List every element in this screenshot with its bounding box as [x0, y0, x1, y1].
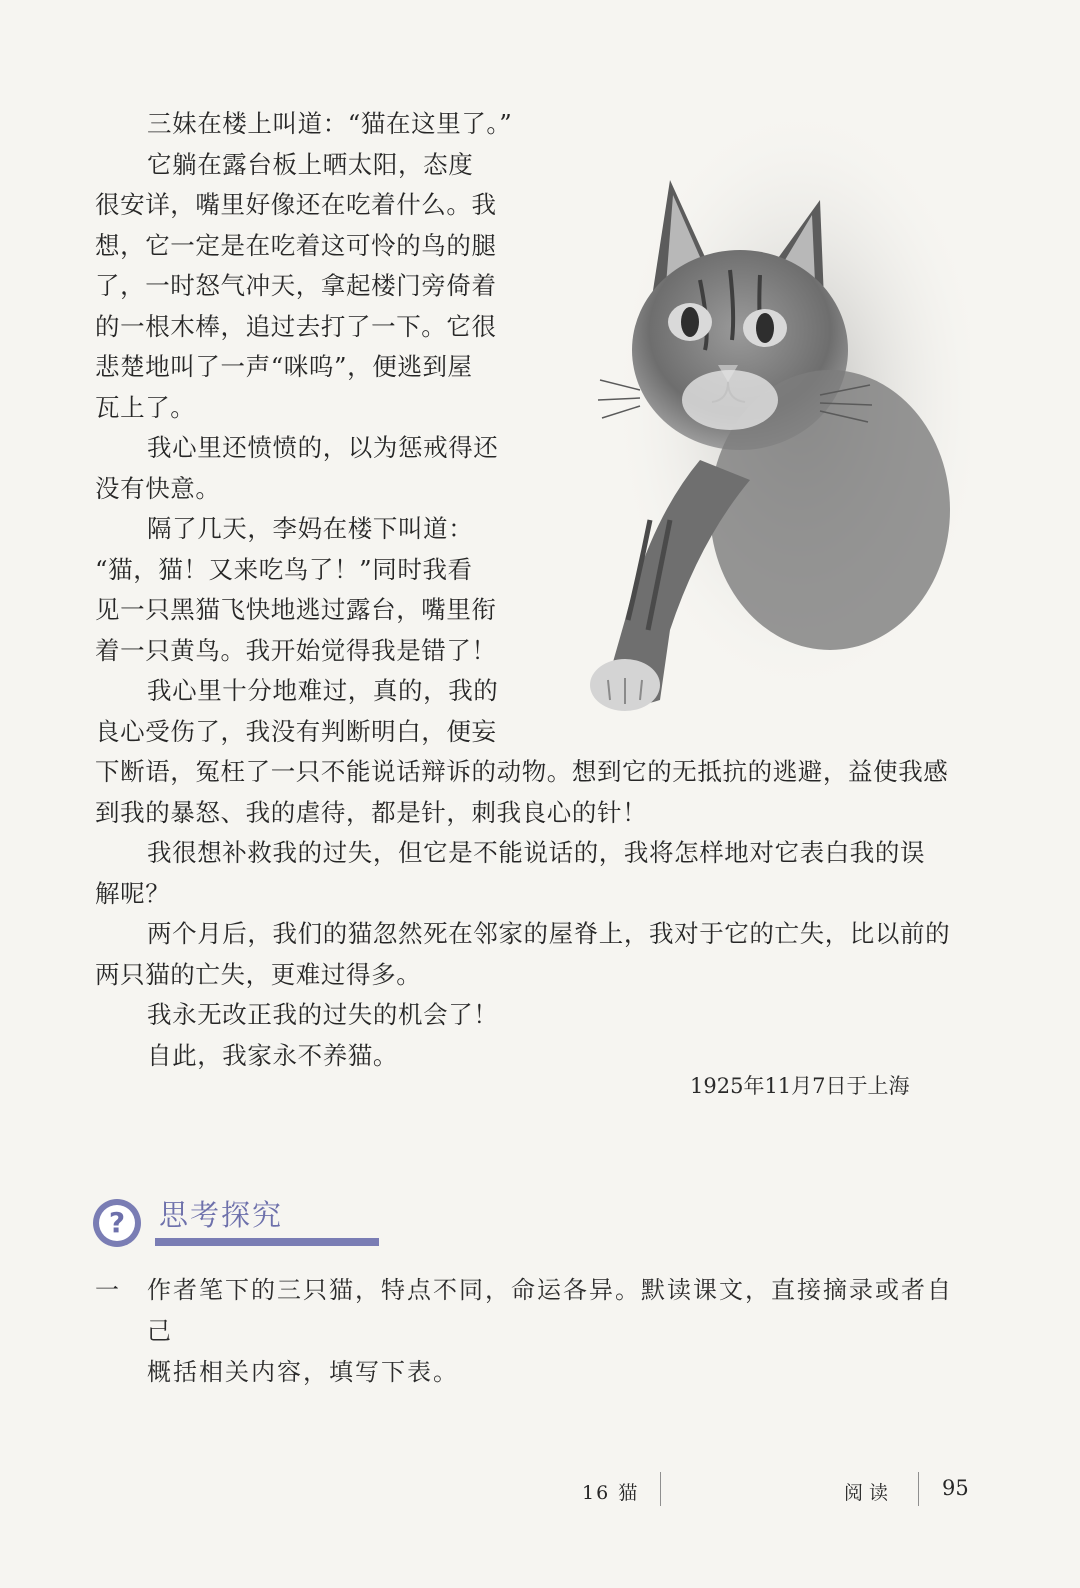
paragraph: 三妹在楼上叫道：“猫在这里了。”: [147, 109, 513, 138]
paragraph-line: 两只猫的亡失，更难过得多。: [95, 959, 422, 989]
question-text-line: 作者笔下的三只猫，特点不同，命运各异。默读课文，直接摘录或者自己: [147, 1276, 953, 1345]
footer-divider: [660, 1472, 661, 1506]
paragraph: 它躺在露台板上晒太阳，态度: [147, 149, 474, 179]
section-header: [93, 1195, 393, 1255]
paragraph: 隔了几天，李妈在楼下叫道：: [147, 514, 474, 543]
paragraph-line: 想，它一定是在吃着这可怜的鸟的腿: [95, 230, 497, 260]
section-underline: [155, 1238, 379, 1246]
paragraph-line: 很安详，嘴里好像还在吃着什么。我: [95, 190, 497, 219]
paragraph-line: 没有快意。: [95, 473, 221, 503]
paragraph: 我心里十分地难过，真的，我的: [147, 676, 499, 705]
paragraph-line: 解呢？: [95, 878, 171, 908]
paragraph-line: 见一只黑猫飞快地逃过露台，嘴里衔: [95, 595, 497, 624]
page-number: 95: [942, 1476, 969, 1500]
paragraph-line: 悲楚地叫了一声“咪呜”，便逃到屋: [95, 352, 473, 381]
paragraph-line: 着一只黄鸟。我开始觉得我是错了！: [95, 635, 497, 665]
page-footer: [0, 1472, 1080, 1512]
question-item: [95, 1270, 975, 1393]
paragraph: 我很想补救我的过失，但它是不能说话的，我将怎样地对它表白我的误: [147, 838, 926, 867]
paragraph-line: 下断语，冤枉了一只不能说话辩诉的动物。想到它的无抵抗的逃避，益使我感: [95, 757, 949, 786]
question-mark-icon: [93, 1199, 141, 1247]
paragraph-line: 到我的暴怒、我的虐待，都是针，刺我良心的针！: [95, 797, 648, 827]
paragraph: 我永无改正我的过失的机会了！: [147, 1000, 499, 1029]
date-signature: 1925年11月7日于上海: [690, 1074, 910, 1098]
paragraph: 我心里还愤愤的，以为惩戒得还: [147, 433, 499, 462]
question-number: 一: [95, 1276, 119, 1304]
paragraph: 两个月后，我们的猫忽然死在邻家的屋脊上，我对于它的亡失，比以前的: [147, 919, 951, 948]
paragraph-line: “猫，猫！又来吃鸟了！”同时我看: [95, 554, 473, 584]
paragraph-line: 瓦上了。: [95, 392, 196, 422]
paragraph-line: 了，一时怒气冲天，拿起楼门旁倚着: [95, 271, 497, 300]
section-title: 思考探究: [159, 1198, 284, 1232]
paragraph: 自此，我家永不养猫。: [147, 1040, 398, 1070]
footer-divider: [918, 1472, 919, 1506]
paragraph-line: 的一根木棒，追过去打了一下。它很: [95, 311, 497, 341]
footer-category: 阅读: [844, 1482, 895, 1504]
paragraph-line: 良心受伤了，我没有判断明白，便妄: [95, 716, 497, 746]
body-text: [95, 104, 975, 1076]
question-text-line: 概括相关内容，填写下表。: [147, 1358, 459, 1386]
question-mark-glyph: ?: [99, 1205, 135, 1241]
footer-lesson-title: 16 猫: [582, 1482, 640, 1504]
